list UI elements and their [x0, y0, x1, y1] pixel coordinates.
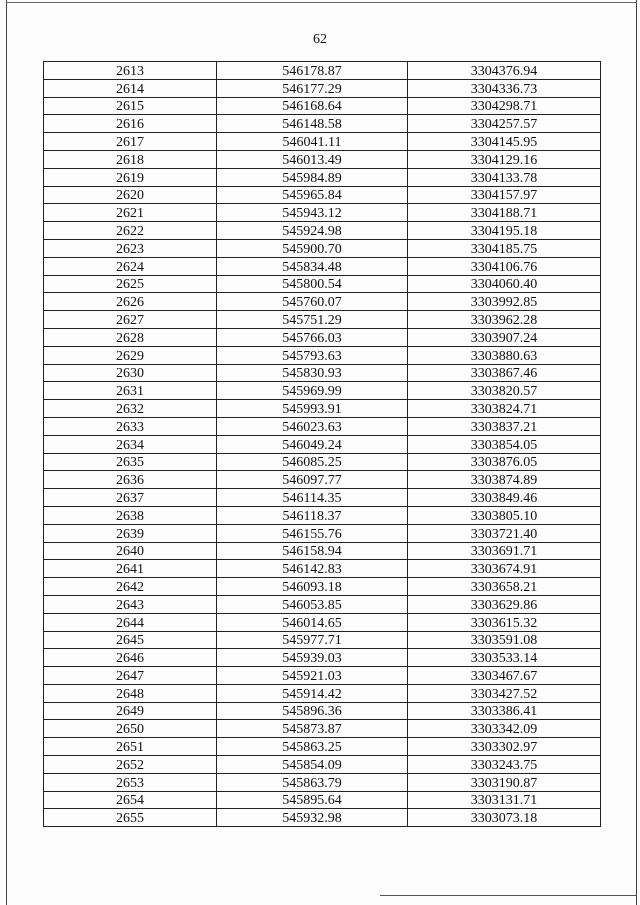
table-row	[44, 809, 601, 827]
y-coordinate-cell: 3303629.86	[408, 595, 601, 613]
table-row	[44, 667, 601, 685]
table-row	[44, 97, 601, 115]
page-border-left	[6, 0, 7, 905]
point-id-cell: 2617	[44, 133, 217, 151]
table-row	[44, 293, 601, 311]
page-border-bottom	[380, 895, 636, 896]
y-coordinate-cell: 3304060.40	[408, 275, 601, 293]
x-coordinate-cell: 546168.64	[217, 97, 408, 115]
x-coordinate-cell: 545793.63	[217, 346, 408, 364]
y-coordinate-cell: 3303907.24	[408, 328, 601, 346]
point-id-cell: 2654	[44, 791, 217, 809]
point-id-cell: 2643	[44, 595, 217, 613]
table-row	[44, 542, 601, 560]
point-id-cell: 2633	[44, 417, 217, 435]
y-coordinate-cell: 3304106.76	[408, 257, 601, 275]
point-id-cell: 2627	[44, 311, 217, 329]
x-coordinate-cell: 545760.07	[217, 293, 408, 311]
y-coordinate-cell: 3303962.28	[408, 311, 601, 329]
point-id-cell: 2632	[44, 400, 217, 418]
x-coordinate-cell: 546148.58	[217, 115, 408, 133]
y-coordinate-cell: 3304257.57	[408, 115, 601, 133]
y-coordinate-cell: 3303386.41	[408, 702, 601, 720]
point-id-cell: 2636	[44, 471, 217, 489]
table-row	[44, 738, 601, 756]
table-row	[44, 560, 601, 578]
point-id-cell: 2648	[44, 684, 217, 702]
table-row	[44, 204, 601, 222]
point-id-cell: 2642	[44, 578, 217, 596]
page-border-top	[6, 2, 637, 3]
table-row	[44, 222, 601, 240]
table-row	[44, 471, 601, 489]
y-coordinate-cell: 3303073.18	[408, 809, 601, 827]
x-coordinate-cell: 546041.11	[217, 133, 408, 151]
x-coordinate-cell: 545969.99	[217, 382, 408, 400]
point-id-cell: 2613	[44, 62, 217, 80]
table-row	[44, 275, 601, 293]
y-coordinate-cell: 3303243.75	[408, 756, 601, 774]
x-coordinate-cell: 546158.94	[217, 542, 408, 560]
table-row	[44, 115, 601, 133]
x-coordinate-cell: 546114.35	[217, 489, 408, 507]
x-coordinate-cell: 545943.12	[217, 204, 408, 222]
x-coordinate-cell: 545800.54	[217, 275, 408, 293]
x-coordinate-cell: 545965.84	[217, 186, 408, 204]
y-coordinate-cell: 3304336.73	[408, 79, 601, 97]
table-row	[44, 720, 601, 738]
y-coordinate-cell: 3303876.05	[408, 453, 601, 471]
y-coordinate-cell: 3303691.71	[408, 542, 601, 560]
coordinates-table-body	[44, 62, 601, 827]
x-coordinate-cell: 545984.89	[217, 168, 408, 186]
table-row	[44, 79, 601, 97]
x-coordinate-cell: 546093.18	[217, 578, 408, 596]
y-coordinate-cell: 3303131.71	[408, 791, 601, 809]
point-id-cell: 2630	[44, 364, 217, 382]
x-coordinate-cell: 545751.29	[217, 311, 408, 329]
y-coordinate-cell: 3303427.52	[408, 684, 601, 702]
y-coordinate-cell: 3303674.91	[408, 560, 601, 578]
y-coordinate-cell: 3303880.63	[408, 346, 601, 364]
x-coordinate-cell: 546178.87	[217, 62, 408, 80]
y-coordinate-cell: 3304133.78	[408, 168, 601, 186]
x-coordinate-cell: 545766.03	[217, 328, 408, 346]
table-row	[44, 524, 601, 542]
table-row	[44, 239, 601, 257]
point-id-cell: 2626	[44, 293, 217, 311]
table-row	[44, 150, 601, 168]
table-row	[44, 257, 601, 275]
point-id-cell: 2619	[44, 168, 217, 186]
y-coordinate-cell: 3303992.85	[408, 293, 601, 311]
table-row	[44, 186, 601, 204]
point-id-cell: 2614	[44, 79, 217, 97]
y-coordinate-cell: 3303837.21	[408, 417, 601, 435]
x-coordinate-cell: 545914.42	[217, 684, 408, 702]
y-coordinate-cell: 3303533.14	[408, 649, 601, 667]
y-coordinate-cell: 3303820.57	[408, 382, 601, 400]
table-row	[44, 346, 601, 364]
y-coordinate-cell: 3303591.08	[408, 631, 601, 649]
y-coordinate-cell: 3303342.09	[408, 720, 601, 738]
y-coordinate-cell: 3304145.95	[408, 133, 601, 151]
point-id-cell: 2645	[44, 631, 217, 649]
point-id-cell: 2640	[44, 542, 217, 560]
point-id-cell: 2644	[44, 613, 217, 631]
point-id-cell: 2651	[44, 738, 217, 756]
page-border-right	[636, 0, 637, 905]
table-row	[44, 62, 601, 80]
table-row	[44, 311, 601, 329]
point-id-cell: 2641	[44, 560, 217, 578]
table-row	[44, 453, 601, 471]
point-id-cell: 2655	[44, 809, 217, 827]
table-row	[44, 328, 601, 346]
y-coordinate-cell: 3303824.71	[408, 400, 601, 418]
table-row	[44, 382, 601, 400]
y-coordinate-cell: 3304298.71	[408, 97, 601, 115]
y-coordinate-cell: 3303615.32	[408, 613, 601, 631]
point-id-cell: 2650	[44, 720, 217, 738]
point-id-cell: 2621	[44, 204, 217, 222]
table-row	[44, 791, 601, 809]
table-row	[44, 168, 601, 186]
x-coordinate-cell: 545895.64	[217, 791, 408, 809]
x-coordinate-cell: 546053.85	[217, 595, 408, 613]
y-coordinate-cell: 3304188.71	[408, 204, 601, 222]
y-coordinate-cell: 3303658.21	[408, 578, 601, 596]
x-coordinate-cell: 545977.71	[217, 631, 408, 649]
x-coordinate-cell: 546155.76	[217, 524, 408, 542]
table-row	[44, 702, 601, 720]
point-id-cell: 2616	[44, 115, 217, 133]
x-coordinate-cell: 545900.70	[217, 239, 408, 257]
point-id-cell: 2634	[44, 435, 217, 453]
y-coordinate-cell: 3303190.87	[408, 773, 601, 791]
x-coordinate-cell: 545863.25	[217, 738, 408, 756]
point-id-cell: 2649	[44, 702, 217, 720]
x-coordinate-cell: 546049.24	[217, 435, 408, 453]
table-row	[44, 649, 601, 667]
x-coordinate-cell: 545924.98	[217, 222, 408, 240]
x-coordinate-cell: 545939.03	[217, 649, 408, 667]
table-row	[44, 773, 601, 791]
x-coordinate-cell: 546014.65	[217, 613, 408, 631]
table-row	[44, 631, 601, 649]
point-id-cell: 2615	[44, 97, 217, 115]
point-id-cell: 2646	[44, 649, 217, 667]
y-coordinate-cell: 3303874.89	[408, 471, 601, 489]
table-row	[44, 435, 601, 453]
point-id-cell: 2629	[44, 346, 217, 364]
table-row	[44, 684, 601, 702]
table-row	[44, 417, 601, 435]
y-coordinate-cell: 3304185.75	[408, 239, 601, 257]
table-row	[44, 400, 601, 418]
point-id-cell: 2637	[44, 489, 217, 507]
x-coordinate-cell: 545896.36	[217, 702, 408, 720]
x-coordinate-cell: 545993.91	[217, 400, 408, 418]
point-id-cell: 2638	[44, 506, 217, 524]
y-coordinate-cell: 3303721.40	[408, 524, 601, 542]
y-coordinate-cell: 3303849.46	[408, 489, 601, 507]
y-coordinate-cell: 3303854.05	[408, 435, 601, 453]
coordinates-table	[43, 61, 601, 827]
x-coordinate-cell: 546023.63	[217, 417, 408, 435]
point-id-cell: 2631	[44, 382, 217, 400]
point-id-cell: 2652	[44, 756, 217, 774]
x-coordinate-cell: 545932.98	[217, 809, 408, 827]
point-id-cell: 2620	[44, 186, 217, 204]
table-row	[44, 756, 601, 774]
x-coordinate-cell: 545863.79	[217, 773, 408, 791]
y-coordinate-cell: 3304157.97	[408, 186, 601, 204]
y-coordinate-cell: 3303867.46	[408, 364, 601, 382]
point-id-cell: 2622	[44, 222, 217, 240]
x-coordinate-cell: 546118.37	[217, 506, 408, 524]
point-id-cell: 2639	[44, 524, 217, 542]
table-row	[44, 595, 601, 613]
table-row	[44, 489, 601, 507]
table-row	[44, 364, 601, 382]
table-row	[44, 613, 601, 631]
x-coordinate-cell: 546142.83	[217, 560, 408, 578]
y-coordinate-cell: 3304195.18	[408, 222, 601, 240]
table-row	[44, 578, 601, 596]
x-coordinate-cell: 546013.49	[217, 150, 408, 168]
x-coordinate-cell: 545830.93	[217, 364, 408, 382]
y-coordinate-cell: 3303805.10	[408, 506, 601, 524]
x-coordinate-cell: 546085.25	[217, 453, 408, 471]
point-id-cell: 2618	[44, 150, 217, 168]
point-id-cell: 2625	[44, 275, 217, 293]
point-id-cell: 2635	[44, 453, 217, 471]
point-id-cell: 2623	[44, 239, 217, 257]
table-row	[44, 506, 601, 524]
x-coordinate-cell: 546177.29	[217, 79, 408, 97]
point-id-cell: 2628	[44, 328, 217, 346]
x-coordinate-cell: 546097.77	[217, 471, 408, 489]
x-coordinate-cell: 545921.03	[217, 667, 408, 685]
table-row	[44, 133, 601, 151]
y-coordinate-cell: 3304376.94	[408, 62, 601, 80]
x-coordinate-cell: 545834.48	[217, 257, 408, 275]
point-id-cell: 2653	[44, 773, 217, 791]
y-coordinate-cell: 3303467.67	[408, 667, 601, 685]
page-number: 62	[313, 32, 327, 47]
x-coordinate-cell: 545854.09	[217, 756, 408, 774]
y-coordinate-cell: 3303302.97	[408, 738, 601, 756]
point-id-cell: 2624	[44, 257, 217, 275]
x-coordinate-cell: 545873.87	[217, 720, 408, 738]
y-coordinate-cell: 3304129.16	[408, 150, 601, 168]
point-id-cell: 2647	[44, 667, 217, 685]
